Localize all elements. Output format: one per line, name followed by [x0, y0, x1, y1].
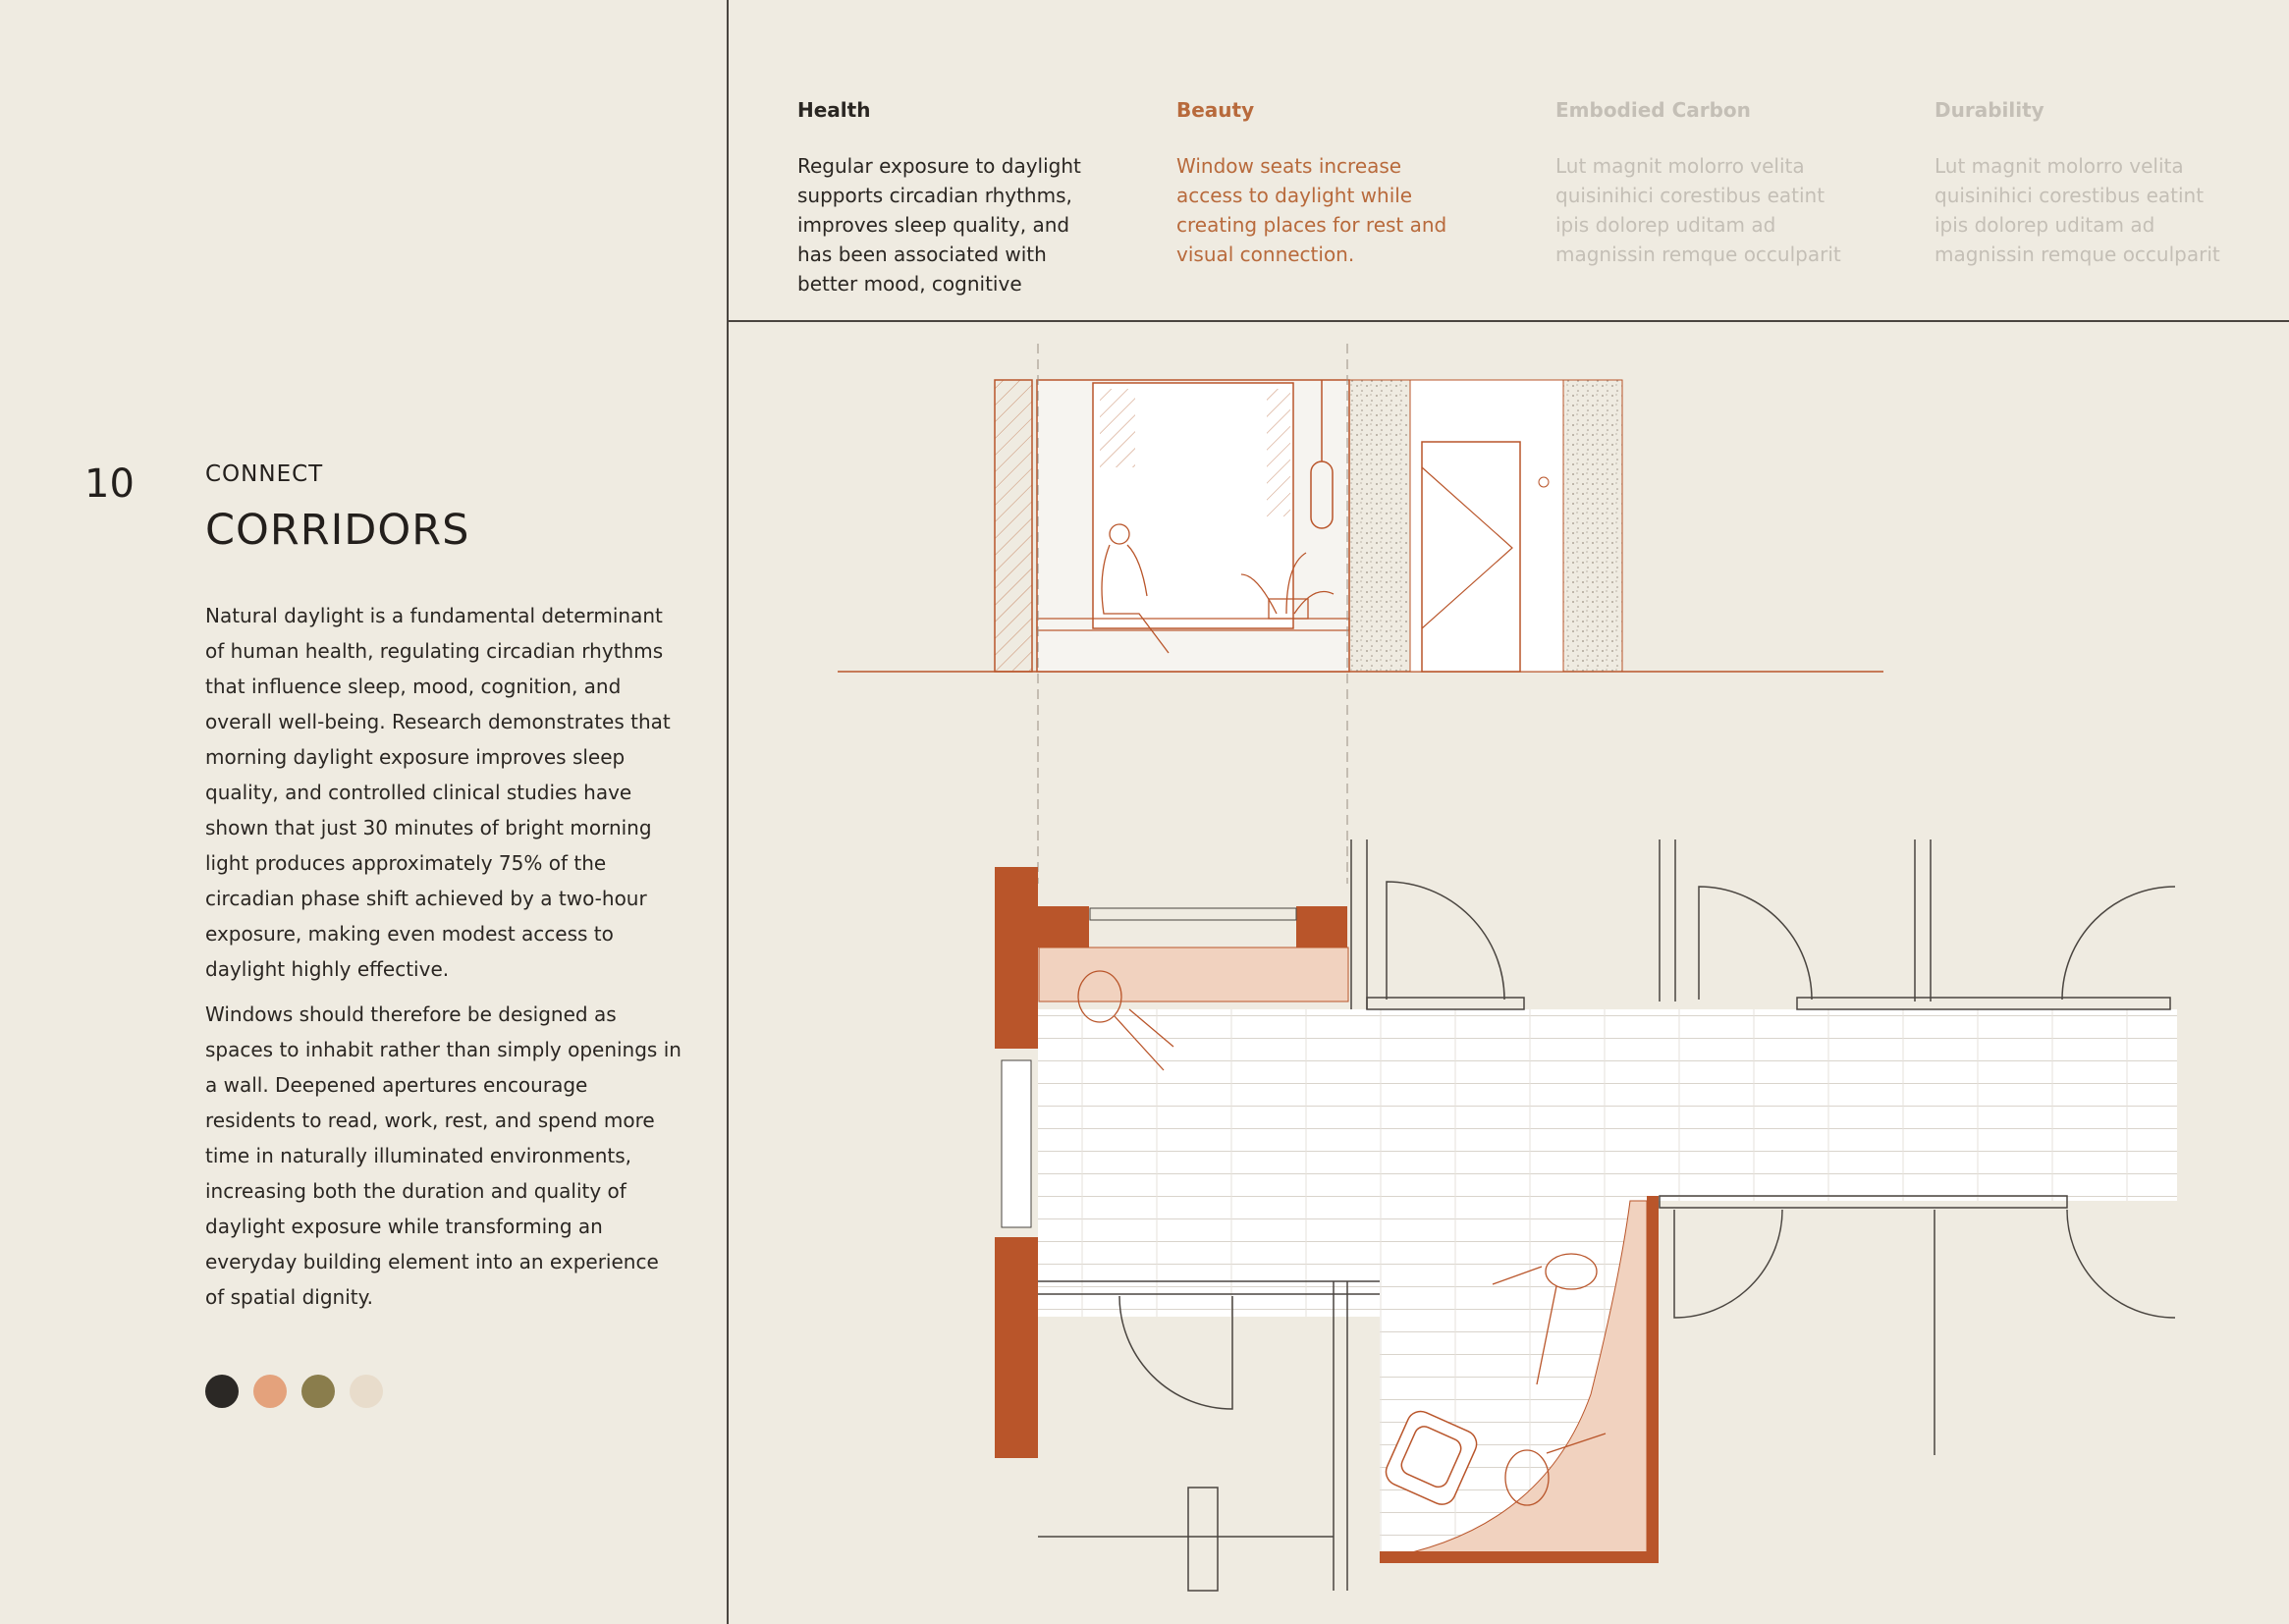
body-paragraph: Natural daylight is a fundamental determinant of human health, regulating circadian rhythms that influence sleep, mood, cognition, and overall well-being. Research demonstrates that morning daylight exposure improves sleep quality, and controlled clinical studies have shown that just 30 minutes of bright morning light produces approximately 75% of the circadian phase shift achieved by a two-hour exposure, making even modest access to daylight highly effective. [205, 604, 671, 981]
section-elevation [838, 344, 1883, 884]
page-number: 10 [84, 461, 135, 507]
swatch-olive [301, 1375, 335, 1408]
criteria-heading: Durability [1935, 98, 2044, 122]
swatch-charcoal [205, 1375, 239, 1408]
floor-plan [995, 839, 2177, 1591]
criteria-beauty [1176, 98, 1471, 269]
criteria-health [797, 98, 1092, 298]
criteria-heading: Beauty [1176, 98, 1255, 122]
body-text [205, 598, 681, 1325]
architectural-drawing [729, 322, 2289, 1624]
criteria-heading: Embodied Carbon [1555, 98, 1751, 122]
criteria-text: Lut magnit molorro velita quisinihici corestibus eatint ipis dolorep uditam ad magnissin remque occulparit [1935, 154, 2220, 266]
swatch-peach [253, 1375, 287, 1408]
swatch-sand [350, 1375, 383, 1408]
criteria-durability [1935, 98, 2229, 269]
criteria-text: Lut magnit molorro velita quisinihici corestibus eatint ipis dolorep uditam ad magnissin remque occulparit [1555, 154, 1841, 266]
criteria-embodied-carbon [1555, 98, 1850, 269]
criteria-text: Regular exposure to daylight supports circadian rhythms, improves sleep quality, and has been associated with better mood, cognitive [797, 154, 1081, 296]
criteria-heading: Health [797, 98, 871, 122]
page-title: CORRIDORS [205, 506, 470, 555]
color-swatches [205, 1375, 383, 1408]
body-paragraph: Windows should therefore be designed as spaces to inhabit rather than simply openings in a wall. Deepened apertures encourage residents to read, work, rest, and spend more time in naturally illuminated environments, increasing both the duration and quality of daylight exposure while transforming an everyday building element into an experience of spatial dignity. [205, 1002, 681, 1309]
criteria-text: Window seats increase access to daylight while creating places for rest and visual connection. [1176, 154, 1447, 266]
section-kicker: CONNECT [205, 461, 324, 487]
